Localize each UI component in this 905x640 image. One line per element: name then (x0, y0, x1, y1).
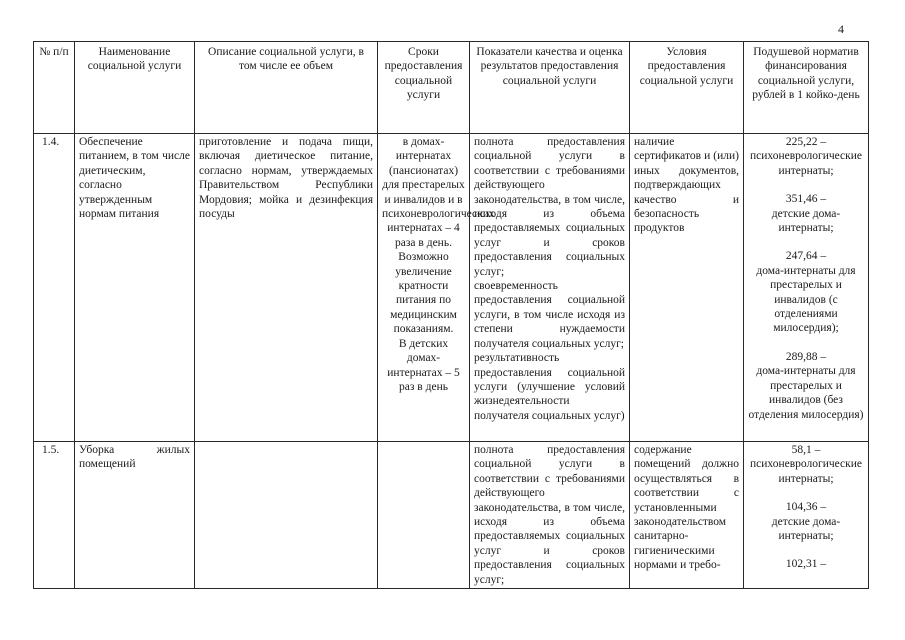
header-conditions: Условия предоставления социальной услуги (630, 42, 744, 134)
header-service-name: Наименование социальной услуги (75, 42, 195, 134)
norm-label: детские дома-интернаты; (771, 207, 841, 235)
header-quality: Показатели качества и оценка результатов предоставления социальной услуги (470, 42, 630, 134)
page-number: 4 (838, 22, 844, 36)
quality-item: полнота предоставления социальной услуги в соответствии с требованиями действующего законодательства, в том числе, исходя из объема предоставляемых социальных услуг и сроков предоставления социальных услуг; (474, 444, 625, 586)
quality-item: своевременность предоставления социальной услуги, в том числе исходя из степени нуждаемости получателя социальных услуг; (474, 280, 625, 350)
service-terms (378, 442, 470, 589)
row-number: 1.4. (34, 134, 75, 442)
table-row (34, 134, 869, 442)
terms-line: В детских домах-интернатах – 5 раз в день (387, 337, 460, 393)
financing-norms (744, 442, 869, 589)
header-number: № п/п (34, 42, 75, 134)
service-terms (378, 134, 495, 442)
norm-label: детские дома-интернаты; (771, 515, 841, 543)
norm-value: 102,31 – (785, 558, 827, 571)
social-services-table (33, 41, 869, 589)
service-conditions: наличие сертификатов и (или) иных документов, подтверждающих качество и безопасность продуктов (630, 134, 744, 442)
header-norm: Подушевой норматив финансирования социальной услуги, рублей в 1 койко-день (744, 42, 869, 134)
norm-label: психоневрологические интернаты; (750, 150, 862, 177)
service-name: Уборка жилых помещений (75, 442, 195, 589)
quality-indicators (470, 134, 630, 442)
quality-indicators (470, 442, 630, 589)
header-description: Описание социальной услуги, в том числе ее объем (195, 42, 378, 134)
row-number: 1.5. (34, 442, 75, 589)
quality-item: результативность предоставления социальной услуги (улучшение условий жизнедеятельности получателя социальных услуг) (474, 352, 625, 422)
financing-norms (744, 134, 869, 442)
norm-value: 351,46 – (785, 193, 827, 206)
header-terms: Сроки предоставления социальной услуги (378, 42, 470, 134)
table-header-row (34, 42, 869, 134)
norm-value: 289,88 – (785, 350, 827, 363)
service-conditions: содержание помещений должно осуществляться в соответствии с установленными законодательством санитарно-гигиеническими нормами и требо- (630, 442, 744, 589)
norm-value: 247,64 – (785, 250, 827, 263)
norm-value: 104,36 – (785, 501, 827, 514)
service-description (195, 442, 378, 589)
terms-line: в домах-интернатах (пансионатах) для престарелых и инвалидов и в психоневрологических интернатах – 4 раза в день. (382, 136, 495, 249)
norm-label: дома-интернаты для престарелых и инвалидов (с отделениями милосердия); (756, 264, 856, 335)
norm-label: психоневрологические интернаты; (750, 458, 862, 485)
table-row (34, 442, 869, 589)
norm-value: 225,22 – (785, 136, 827, 148)
service-description: приготовление и подача пищи, включая диетическое питание, согласно нормам, утверждаемых Правительством Республики Мордовия; мойка и дезинфекция посуды (195, 134, 378, 442)
quality-item: полнота предоставления социальной услуги в соответствии с требованиями действующего законодательства, в том числе, исходя из объема предоставляемых социальных услуг и сроков предоставления социальных услуг; (474, 136, 625, 278)
norm-label: дома-интернаты для престарелых и инвалидов (без отделения милосердия) (748, 365, 864, 421)
terms-line: Возможно увеличение кратности питания по медицинским показаниям. (390, 251, 457, 336)
norm-value: 58,1 – (791, 444, 821, 456)
service-name: Обеспечение питанием, в том числе диетическим, согласно утвержденным нормам питания (75, 134, 195, 442)
